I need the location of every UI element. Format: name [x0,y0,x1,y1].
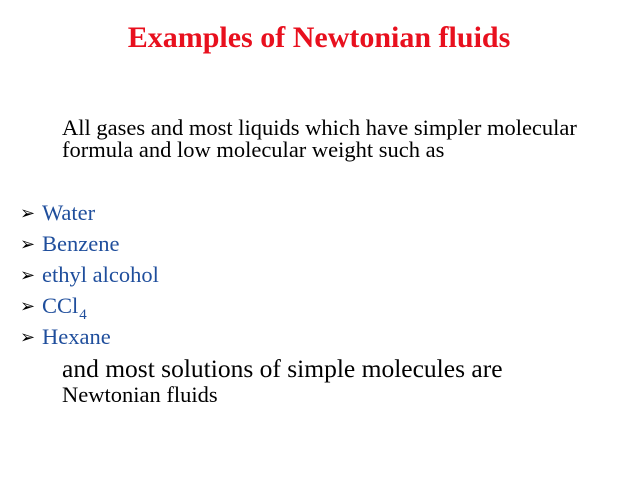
closing-line-1: and most solutions of simple molecules are [62,354,503,383]
list-item [20,259,159,290]
closing-line-2: Newtonian fluids [62,382,218,407]
list-item [20,228,159,259]
bullet-text: CCl [42,293,79,318]
bullet-list [20,197,159,352]
arrow-bullet-icon: ➢ [20,203,36,224]
intro-paragraph: All gases and most liquids which have simpler molecular formula and low molecular weight such as [62,115,577,162]
bullet-text: Water [42,200,96,225]
arrow-bullet-icon: ➢ [20,327,36,348]
bullet-text: Hexane [42,324,111,349]
arrow-bullet-icon: ➢ [20,234,36,255]
list-item [20,290,159,321]
bullet-text: ethyl alcohol [42,262,159,287]
bullet-text: Benzene [42,231,120,256]
list-item [20,197,159,228]
list-item [20,321,159,352]
arrow-bullet-icon: ➢ [20,265,36,286]
slide-title: Examples of Newtonian fluids [127,21,511,54]
bullet-subscript: 4 [79,307,87,323]
closing-paragraph [62,356,622,407]
arrow-bullet-icon: ➢ [20,296,36,317]
